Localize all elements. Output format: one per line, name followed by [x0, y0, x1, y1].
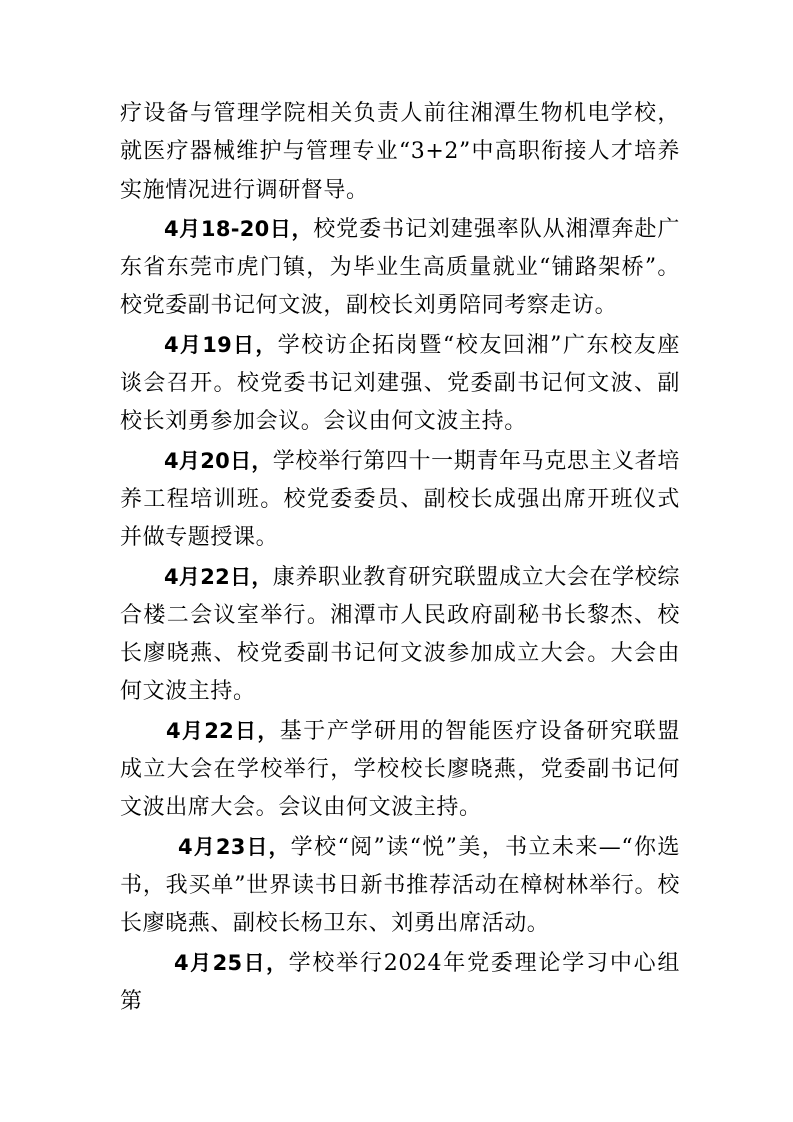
paragraph-text: 学校访企拓岗暨“校友回湘”广东校友座谈会召开。校党委书记刘建强、党委副书记何文波、副校长刘勇参加会议。会议由何文波主持。 [120, 332, 680, 435]
paragraph-apr-19 [120, 326, 680, 442]
paragraph-text: 学校举行第四十一期青年马克思主义者培养工程培训班。校党委委员、副校长成强出席开班仪式并做专题授课。 [120, 448, 680, 551]
document-body [120, 95, 680, 1021]
paragraph-apr-23 [120, 828, 680, 944]
paragraph-date: 4月22日， [166, 718, 280, 743]
paragraph-apr-20 [120, 442, 680, 558]
paragraph-date: 4月22日， [164, 564, 273, 589]
paragraph-text: 校党委书记刘建强率队从湘潭奔赴广东省东莞市虎门镇，为毕业生高质量就业“铺路架桥”。校党委副书记何文波，副校长刘勇陪同考察走访。 [120, 216, 680, 319]
paragraph-date: 4月19日， [164, 332, 278, 357]
paragraph-apr-18-20 [120, 210, 680, 326]
paragraph-apr-22-kangyang [120, 558, 680, 712]
paragraph-apr-25 [120, 944, 680, 1022]
paragraph-continuation [120, 95, 680, 210]
paragraph-date: 4月18-20日， [164, 216, 314, 241]
paragraph-date: 4月25日， [174, 950, 289, 975]
paragraph-text: 学校“阅”读“悦”美，书立未来—“你选书，我买单”世界读书日新书推荐活动在樟树林举行。校长廖晓燕、副校长杨卫东、刘勇出席活动。 [120, 834, 680, 937]
paragraph-text: 康养职业教育研究联盟成立大会在学校综合楼二会议室举行。湘潭市人民政府副秘书长黎杰、校长廖晓燕、校党委副书记何文波参加成立大会。大会由何文波主持。 [120, 564, 680, 705]
paragraph-apr-22-medical-device [120, 712, 680, 828]
paragraph-date: 4月23日， [178, 834, 291, 859]
paragraph-text: 疗设备与管理学院相关负责人前往湘潭生物机电学校，就医疗器械维护与管理专业“3+2”中高职衔接人才培养实施情况进行调研督导。 [120, 101, 680, 203]
paragraph-text: 学校举行2024年党委理论学习中心组第 [120, 950, 680, 1014]
paragraph-date: 4月20日， [164, 448, 273, 473]
paragraph-text: 基于产学研用的智能医疗设备研究联盟成立大会在学校举行，学校校长廖晓燕，党委副书记何文波出席大会。会议由何文波主持。 [120, 718, 681, 821]
